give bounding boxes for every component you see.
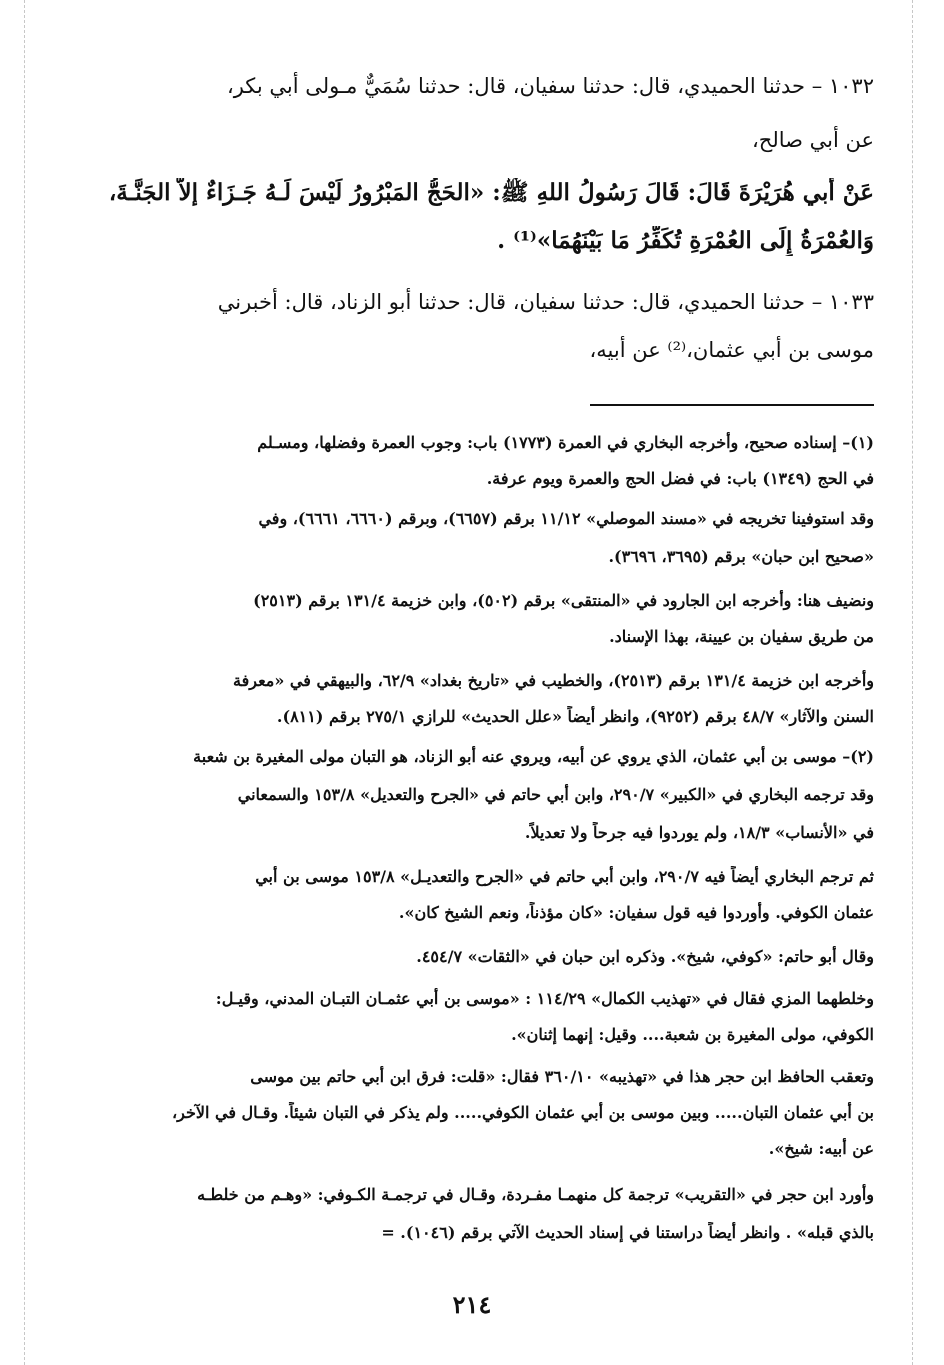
footnote-line: (٢)– موسى بن أبي عثمان، الذي يروي عن أبيه، ويروي عنه أبو الزناد، هو التبان مولى المغيرة بن شعبة bbox=[193, 747, 874, 766]
hadith-1032-matn-line-1: عَنْ أبي هُرَيْرَةَ قَالَ: قَالَ رَسُولُ اللهِ ﷺ: «الحَجُّ المَبْرُورُ لَيْسَ لَـهُ جَـزَاءٌ إلاَّ الجَنَّـةَ، bbox=[108, 179, 874, 206]
hadith-1033-line-1: ١٠٣٣ – حدثنا الحميدي، قال: حدثنا سفيان، قال: حدثنا أبو الزناد، قال: أخبرني bbox=[217, 290, 874, 314]
hadith-1032-line-2: عن أبي صالح، bbox=[751, 128, 874, 152]
hadith-1032-matn-line-2: وَالعُمْرَةُ إِلَى العُمْرَةِ تُكَفِّرُ مَا بَيْنَهُمَا»⁽¹⁾ . bbox=[497, 227, 874, 254]
hadith-1032-line-1: ١٠٣٢ – حدثنا الحميدي، قال: حدثنا سفيان، قال: حدثنا سُمَيٌّ مـولى أبي بكر، bbox=[226, 74, 874, 98]
footnote-line: عثمان الكوفي. وأوردوا فيه قول سفيان: «كان مؤذناً، ونعم الشيخ كان». bbox=[398, 903, 874, 922]
footnotes bbox=[100, 0, 874, 1300]
page-number: ٢١٤ bbox=[452, 1290, 492, 1319]
footnote-line: وأخرجه ابن خزيمة ١٣١/٤ برقم (٢٥١٣)، والخطيب في «تاريخ بغداد» ٦٢/٩، والبيهقي في «معرفة bbox=[233, 671, 874, 690]
footnote-line: من طريق سفيان بن عيينة، بهذا الإسناد. bbox=[609, 627, 874, 646]
footnote-line: بالذي قبله» . وانظر أيضاً دراستنا في إسناد الحديث الآتي برقم (١٠٤٦). = bbox=[381, 1223, 874, 1242]
footnote-line: وخلطهما المزي فقال في «تهذيب الكمال» ١١٤/٢٩ : «موسى بن أبي عثمـان التبـان المدني، وقيـل: bbox=[215, 989, 874, 1008]
footnote-line: وتعقب الحافظ ابن حجر هذا في «تهذيبه» ٣٦٠/١٠ فقال: «قلت: فرق ابن أبي حاتم بين موسى bbox=[250, 1067, 874, 1086]
footnote-line: في «الأنساب» ١٨/٣، ولم يوردوا فيه جرحاً ولا تعديلاً. bbox=[524, 823, 874, 842]
margin-guide bbox=[24, 0, 25, 1365]
footnote-line: وقد ترجمه البخاري في «الكبير» ٢٩٠/٧، وابن أبي حاتم في «الجرح والتعديل» ١٥٣/٨ والسمعاني bbox=[237, 785, 874, 804]
footnote-line: ونضيف هنا: وأخرجه ابن الجارود في «المنتقى» برقم (٥٠٢)، وابن خزيمة ١٣١/٤ برقم (٢٥١٣) bbox=[253, 591, 874, 610]
footnote-line: الكوفي، مولى المغيرة بن شعبة.... وقيل: إنهما إثنان». bbox=[511, 1025, 874, 1044]
footnote-line: «صحيح ابن حبان» برقم (٣٦٩٥، ٣٦٩٦). bbox=[608, 547, 874, 566]
hadith-1033-line-2: موسى بن أبي عثمان،⁽²⁾ عن أبيه، bbox=[589, 338, 874, 362]
footnote-line: في الحج (١٣٤٩) باب: في فضل الحج والعمرة ويوم عرفة. bbox=[486, 469, 874, 488]
footnote-line: السنن والآثار» ٤٨/٧ برقم (٩٢٥٢)، وانظر أيضاً «علل الحديث» للرازي ٢٧٥/١ برقم (٨١١). bbox=[276, 707, 874, 726]
footnote-line: (١)– إسناده صحيح، وأخرجه البخاري في العمرة (١٧٧٣) باب: وجوب العمرة وفضلها، ومسـلم bbox=[257, 433, 874, 452]
footnote-line: وقد استوفينا تخريجه في «مسند الموصلي» ١١/١٢ برقم (٦٦٥٧)، وبرقم (٦٦٦٠، ٦٦٦١)، وفي bbox=[258, 509, 874, 528]
footnote-line: وأورد ابن حجر في «التقريب» ترجمة كل منهمـا مفـردة، وقـال في ترجمـة الكـوفي: «وهـم من خلطـه bbox=[197, 1185, 874, 1204]
footnote-line: بن أبي عثمان التبان..... وبين موسى بن أبي عثمان الكوفي..... ولم يذكر في التبان شيئاً. وقـال في الآخر، bbox=[171, 1103, 874, 1122]
footnote-line: ثم ترجم البخاري أيضاً فيه ٢٩٠/٧، وابن أبي حاتم في «الجرح والتعديـل» ١٥٣/٨ موسى بن أبي bbox=[255, 867, 874, 886]
footnote-line: وقال أبو حاتم: «كوفي، شيخ». وذكره ابن حبان في «الثقات» ٤٥٤/٧. bbox=[416, 947, 874, 966]
margin-guide bbox=[912, 0, 913, 1365]
footnote-line: عن أبيه: شيخ». bbox=[768, 1139, 874, 1158]
